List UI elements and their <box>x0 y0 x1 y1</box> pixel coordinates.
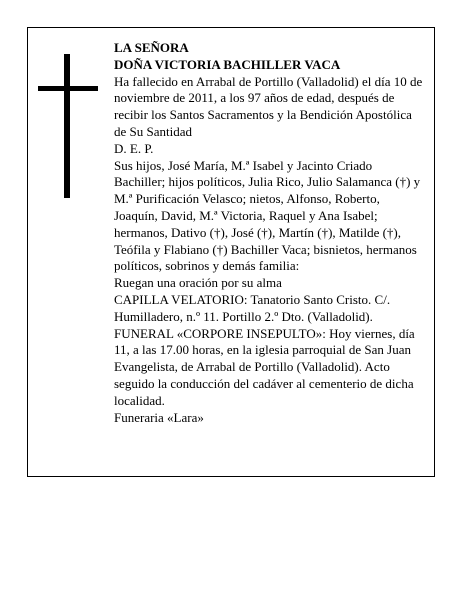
funeral-home: Funeraria «Lara» <box>114 409 204 425</box>
cross-vertical-bar <box>64 54 70 198</box>
family-list: Sus hijos, José María, M.ª Isabel y Jacinto Criado Bachiller; hijos políticos, Julia Rico, Julio Salamanca (†) y M.ª Purificación Velasco; nietos, Alfonso, Roberto, Joaquín, David, M.ª Victoria, Raquel y Ana Isabel; hermanos, Dativo (†), José (†), Martín (†), Matilde (†), Teófila y Flabiano (†) Bachiller Vaca; bisnietos, hermanos políticos, sobrinos y demás familia: <box>114 157 421 274</box>
chapel-info: CAPILLA VELATORIO: Tanatorio Santo Cristo. C/. Humilladero, n.º 11. Portillo 2.º Dto. (Valladolid). <box>114 291 391 324</box>
prayer-request: Ruegan una oración por su alma <box>114 275 282 291</box>
deceased-name: DOÑA VICTORIA BACHILLER VACA <box>114 56 341 72</box>
death-info: Ha fallecido en Arrabal de Portillo (Valladolid) el día 10 de noviembre de 2011, a los 97 años de edad, después de recibir los Santos Sacramentos y la Bendición Apostólica de Su Santidad <box>114 73 423 139</box>
latin-cross-icon <box>38 54 98 198</box>
obituary-text <box>114 40 426 426</box>
cross-horizontal-bar <box>38 86 98 91</box>
funeral-info: FUNERAL «CORPORE INSEPULTO»: Hoy viernes, día 11, a las 17.00 horas, en la iglesia parroquial de San Juan Evangelista, de Arrabal de Portillo (Valladolid). Acto seguido la conducción del cadáver al cementerio de dicha localidad. <box>114 325 415 408</box>
notice-title: LA SEÑORA <box>114 40 189 55</box>
dep-abbreviation: D. E. P. <box>114 140 154 156</box>
